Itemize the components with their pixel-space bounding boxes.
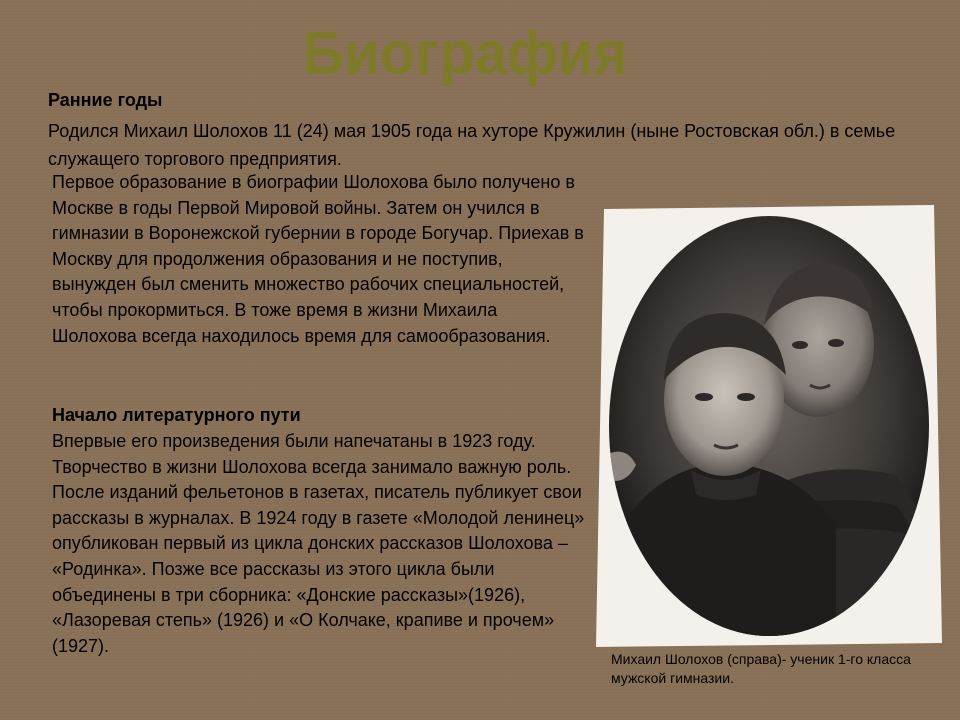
literary-path-paragraph: Впервые его произведения были напечатаны в 1923 году. Творчество в жизни Шолохова всегда занимало важную роль. После изданий фельетонов в газетах, писатель публикует свои рассказы в журналах. В 1924 году в газете «Молодой ленинец» опубликован первый из цикла донских рассказов Шолохова – «Родинка». Позже все рассказы из этого цикла были объединены в три сборника: «Донские рассказы»(1926), «Лазоревая степь» (1926) и «О Колчаке, крапиве и прочем» (1927).	[52, 431, 585, 656]
slide-title: Биография	[302, 19, 628, 88]
photo-caption: Михаил Шолохов (справа)- ученик 1-го класса мужской гимназии.	[611, 651, 911, 686]
education-paragraph: Первое образование в биографии Шолохова было получено в Москве в годы Первой Мировой войны. Затем он учился в гимназии в Воронежской губернии в городе Богучар. Приехав в Москву для продолжения образования и не поступив, вынужден был сменить множество рабочих специальностей, чтобы прокормиться. В тоже время в жизни Михаила Шолохова всегда находилось время для самообразования.	[52, 172, 584, 346]
birth-paragraph: Родился Михаил Шолохов 11 (24) мая 1905 года на хуторе Кружилин (ныне Ростовская обл.) в семье служащего торгового предприятия.	[48, 121, 896, 169]
literary-path-heading: Начало литературного пути	[52, 405, 301, 425]
early-years-heading: Ранние годы	[48, 90, 163, 110]
portrait-photo	[596, 205, 942, 647]
